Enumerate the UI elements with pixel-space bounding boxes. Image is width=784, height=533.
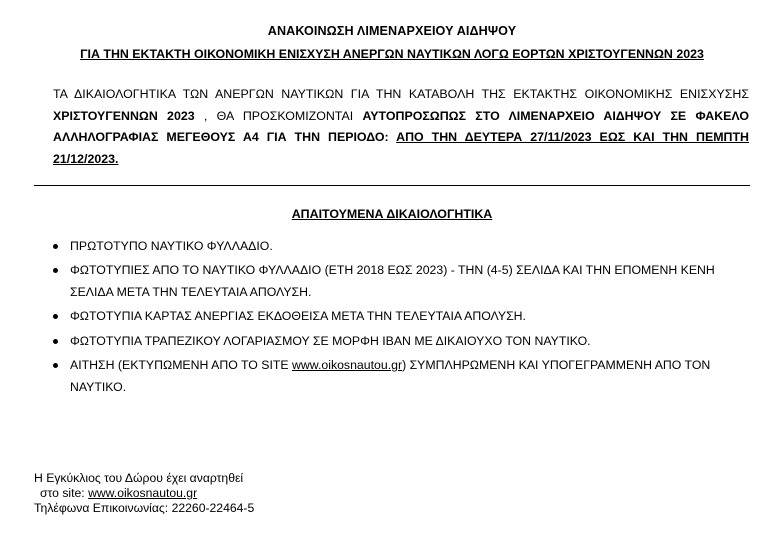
list-item: ΠΡΩΤΟΤΥΠΟ ΝΑΥΤΙΚΟ ΦΥΛΛΑΔΙΟ. bbox=[53, 236, 753, 257]
footer-phone: Τηλέφωνα Επικοινωνίας: 22260-22464-5 bbox=[34, 501, 255, 516]
intro-text-1: ΤΑ ΔΙΚΑΙΟΛΟΓΗΤΙΚΑ ΤΩΝ ΑΝΕΡΓΩΝ ΝΑΥΤΙΚΩΝ ΓΙΑ ΤΗΝ ΚΑΤΑΒΟΛΗ ΤΗΣ ΕΚΤΑΚΤΗΣ ΟΙΚΟΝΟΜΙΚΗΣ ΕΝΙΣΧΥΣΗΣ bbox=[53, 87, 749, 101]
footer-site-link[interactable]: www.oikosnautou.gr bbox=[88, 486, 198, 501]
page-title: ΑΝΑΚΟΙΝΩΣΗ ΛΙΜΕΝΑΡΧΕΙΟΥ ΑΙΔΗΨΟΥ bbox=[267, 24, 517, 38]
application-text-1: ΑΙΤΗΣΗ (ΕΚΤΥΠΩΜΕΝΗ ΑΠΟ ΤΟ SITE bbox=[70, 358, 292, 373]
requirements-title: ΑΠΑΙΤΟΥΜΕΝΑ ΔΙΚΑΙΟΛΟΓΗΤΙΚΑ bbox=[291, 207, 493, 221]
list-item: ΦΩΤΟΤΥΠΙΑ ΤΡΑΠΕΖΙΚΟΥ ΛΟΓΑΡΙΑΣΜΟΥ ΣΕ ΜΟΡΦΗ IBAN ΜΕ ΔΙΚΑΙΟΥΧΟ ΤΟΝ ΝΑΥΤΙΚΟ. bbox=[53, 331, 753, 352]
application-text-2: ) ΣΥΜΠΛΗΡΩΜΕΝΗ ΚΑΙ ΥΠΟΓΕΓΡΑΜΜΕΝΗ ΑΠΟ ΤΟΝ ΝΑΥΤΙΚΟ. bbox=[70, 358, 711, 394]
footer-site-label: στο site: bbox=[40, 486, 89, 501]
page-subtitle: ΓΙΑ ΤΗΝ ΕΚΤΑΚΤΗ ΟΙΚΟΝΟΜΙΚΗ ΕΝΙΣΧΥΣΗ ΑΝΕΡΓΩΝ ΝΑΥΤΙΚΩΝ ΛΟΓΩ ΕΟΡΤΩΝ ΧΡΙΣΤΟΥΓΕΝΝΩΝ 2023 bbox=[80, 47, 704, 61]
footer-circular-note: Η Εγκύκλιος του Δώρου έχει αναρτηθεί bbox=[34, 471, 244, 485]
list-item: ΦΩΤΟΤΥΠΙΕΣ ΑΠΟ ΤΟ ΝΑΥΤΙΚΟ ΦΥΛΛΑΔΙΟ (ΕΤΗ 2018 ΕΩΣ 2023) - ΤΗΝ (4-5) ΣΕΛΙΔΑ ΚΑΙ ΤΗΝ ΕΠΟΜΕΝΗ ΚΕΝΗ ΣΕΛΙΔΑ ΜΕΤΑ ΤΗΝ ΤΕΛΕΥΤΑΙΑ ΑΠΟΛΥΣΗ. bbox=[53, 260, 753, 303]
footer-site-line bbox=[34, 486, 254, 501]
footer bbox=[34, 471, 254, 517]
list-item bbox=[53, 355, 753, 398]
list-item: ΦΩΤΟΤΥΠΙΑ ΚΑΡΤΑΣ ΑΝΕΡΓΙΑΣ ΕΚΔΟΘΕΙΣΑ ΜΕΤΑ ΤΗΝ ΤΕΛΕΥΤΑΙΑ ΑΠΟΛΥΣΗ. bbox=[53, 306, 753, 327]
requirements-list bbox=[53, 236, 753, 401]
intro-text-2: , ΘΑ ΠΡΟΣΚΟΜΙΖΟΝΤΑΙ bbox=[194, 108, 363, 123]
intro-period-dates: ΑΠΟ ΤΗΝ ΔΕΥΤΕΡΑ 27/11/2023 ΕΩΣ ΚΑΙ ΤΗΝ ΠΕΜΠΤΗ 21/12/2023. bbox=[53, 130, 750, 167]
divider bbox=[34, 185, 750, 186]
oikosnautou-link[interactable]: www.oikosnautou.gr bbox=[292, 358, 403, 373]
intro-bold-location: ΑΥΤΟΠΡΟΣΩΠΩΣ ΣΤΟ ΛΙΜΕΝΑΡΧΕΙΟ ΑΙΔΗΨΟΥ ΣΕ ΦΑΚΕΛΟ ΑΛΛΗΛΟΓΡΑΦΙΑΣ ΜΕΓΕΘΟΥΣ Α4 ΓΙΑ ΤΗΝ ΠΕΡΙΟΔΟ: bbox=[53, 108, 750, 145]
intro-bold-christmas: ΧΡΙΣΤΟΥΓΕΝΝΩΝ 2023 bbox=[53, 108, 195, 123]
intro-paragraph bbox=[53, 84, 749, 171]
